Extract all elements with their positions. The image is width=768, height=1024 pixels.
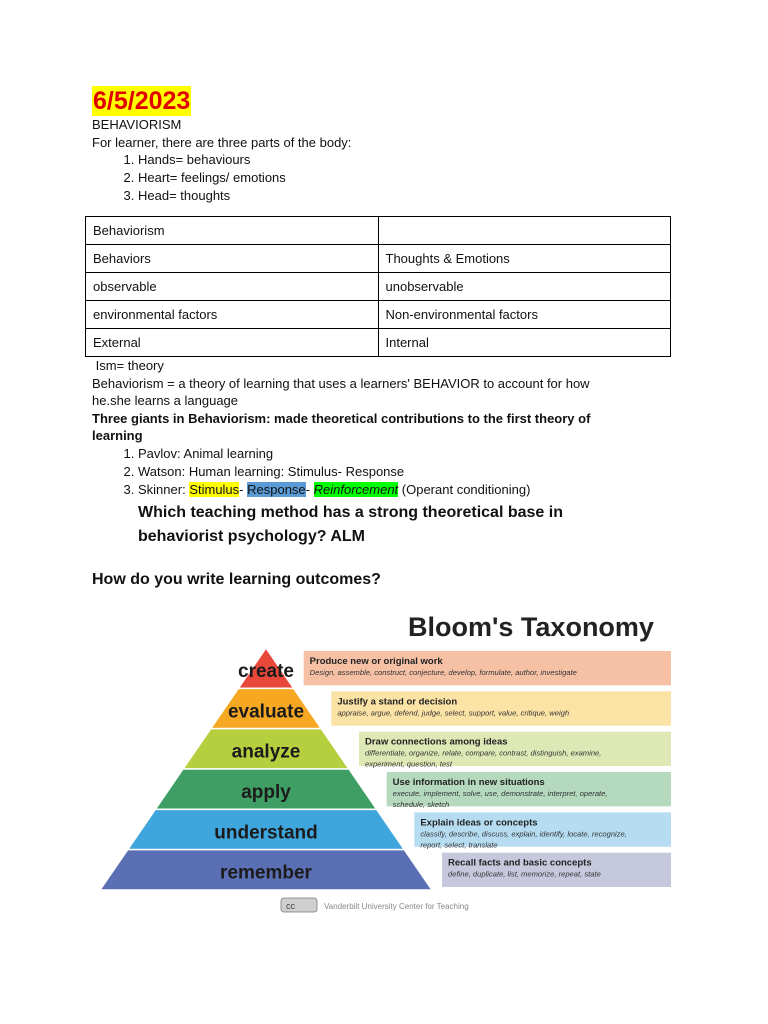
description-detail-apply: schedule, sketch <box>392 800 450 809</box>
pyramid-label-understand: understand <box>214 822 318 844</box>
dash: - <box>305 481 314 497</box>
table-cell: unobservable <box>378 273 671 301</box>
description-detail-apply: execute, implement, solve, use, demonstrate, interpret, operate, <box>392 789 608 798</box>
table-cell: Internal <box>378 329 671 357</box>
question-1-line-1: Which teaching method has a strong theoretical base in <box>138 503 563 521</box>
skinner-prefix: Skinner: <box>138 481 190 497</box>
definition-line-2: he.she learns a language <box>92 393 239 408</box>
table-cell: External <box>86 329 379 357</box>
bloom-title: Bloom's Taxonomy <box>408 612 654 642</box>
pyramid-label-apply: apply <box>241 782 291 804</box>
description-heading-create: Produce new or original work <box>309 656 443 667</box>
behaviorism-table <box>85 216 671 357</box>
description-detail-understand: report, select, translate <box>420 840 498 850</box>
date-heading: 6/5/2023 <box>93 87 191 115</box>
table-row <box>86 273 671 301</box>
question-1-line-2: behaviorist psychology? <box>138 527 331 545</box>
list-item: 2. Watson: Human learning: Stimulus- Response <box>138 463 692 481</box>
definition-line-1: Behaviorism = a theory of learning that uses a learners' BEHAVIOR to account for how <box>92 375 590 391</box>
pyramid-label-create: create <box>238 661 294 683</box>
table-cell: observable <box>86 273 379 301</box>
intro-text: For learner, there are three parts of the body: <box>92 134 352 150</box>
pyramid-label-evaluate: evaluate <box>227 701 305 723</box>
list-item: 2. Heart= feelings/ emotions <box>138 169 692 187</box>
description-heading-remember: Recall facts and basic concepts <box>448 857 592 869</box>
question-1 <box>92 501 692 549</box>
document-page <box>92 86 692 589</box>
stimulus-highlight: Stimulus <box>189 481 240 497</box>
description-heading-evaluate: Justify a stand or decision <box>337 696 458 708</box>
description-heading-analyze: Draw connections among ideas <box>365 736 508 748</box>
description-detail-create: Design, assemble, construct, conjecture, develop, formulate, author, investigate <box>309 668 577 677</box>
dash: - <box>239 481 248 497</box>
table-cell: Behaviorism <box>86 217 379 245</box>
table-cell: Non-environmental factors <box>378 301 671 329</box>
answer-alm: ALM <box>330 527 365 545</box>
list-item: 1. Pavlov: Animal learning <box>138 445 692 463</box>
table-cell: Thoughts & Emotions <box>378 245 671 273</box>
table-row <box>86 245 671 273</box>
description-heading-understand: Explain ideas or concepts <box>420 817 538 829</box>
ism-note: Ism= theory <box>92 358 164 373</box>
table-row <box>86 329 671 357</box>
question-2: How do you write learning outcomes? <box>92 570 381 588</box>
description-detail-analyze: differentiate, organize, relate, compare, contrast, distinguish, examine, <box>365 748 602 758</box>
table-row <box>86 301 671 329</box>
pyramid-label-remember: remember <box>220 862 312 884</box>
list-item: 3. Head= thoughts <box>138 187 692 205</box>
description-heading-apply: Use information in new situations <box>392 777 545 788</box>
table-cell <box>378 217 671 245</box>
giants-list <box>92 445 692 499</box>
table-row <box>86 217 671 245</box>
skinner-suffix: (Operant conditioning) <box>398 481 531 497</box>
description-detail-remember: define, duplicate, list, memorize, repeat, state <box>448 869 601 879</box>
giants-heading-line-1: Three giants in Behaviorism: made theoretical contributions to the first theory of <box>92 410 591 426</box>
reinforcement-highlight: Reinforcement <box>313 481 399 497</box>
body-parts-list <box>92 151 692 205</box>
response-highlight: Response <box>247 481 306 497</box>
table-cell: Behaviors <box>86 245 379 273</box>
table-cell: environmental factors <box>86 301 379 329</box>
description-detail-analyze: experiment, question, test <box>365 759 452 769</box>
credit-text: Vanderbilt University Center for Teaching <box>324 902 469 911</box>
cc-license-text: cc <box>286 901 295 911</box>
description-detail-evaluate: appraise, argue, defend, judge, select, support, value, critique, weigh <box>337 708 570 718</box>
list-item-skinner <box>138 481 692 499</box>
pyramid-label-analyze: analyze <box>231 741 301 763</box>
credit-footer <box>281 898 469 912</box>
description-detail-understand: classify, describe, discuss, explain, identify, locate, recognize, <box>420 829 627 839</box>
section-heading: BEHAVIORISM <box>92 117 182 132</box>
giants-heading-line-2: learning <box>92 428 143 443</box>
question-1-line-2-wrap <box>138 525 692 549</box>
blooms-taxonomy-figure <box>96 606 676 916</box>
list-item: 1. Hands= behaviours <box>138 151 692 169</box>
